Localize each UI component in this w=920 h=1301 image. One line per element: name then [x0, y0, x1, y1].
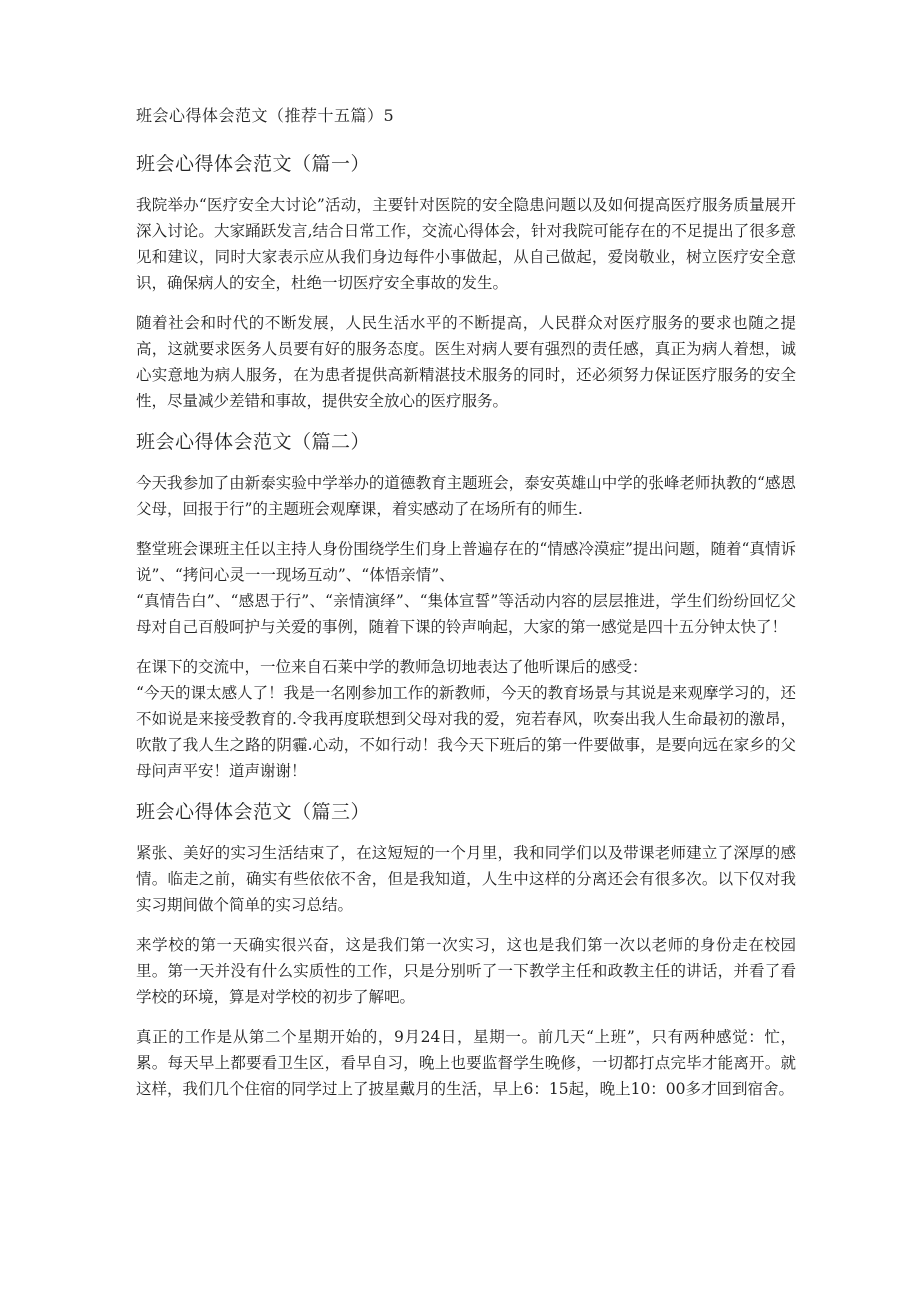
paragraph: 今天我参加了由新泰实验中学举办的道德教育主题班会，泰安英雄山中学的张峰老师执教的“感恩父母，回报于行”的主题班会观摩课，着实感动了在场所有的师生.: [136, 474, 796, 518]
document-title: 班会心得体会范文（推荐十五篇）5: [136, 106, 395, 125]
section-heading: 班会心得体会范文（篇二）: [136, 431, 371, 453]
paragraph: 来学校的第一天确实很兴奋，这是我们第一次实习，这也是我们第一次以老师的身份走在校园里。第一天并没有什么实质性的工作，只是分别听了一下教学主任和政教主任的讲话，并看了看学校的环境，算是对学校的初步了解吧。: [136, 936, 796, 1006]
paragraph: 整堂班会课班主任以主持人身份围绕学生们身上普遍存在的“情感冷漠症”提出问题，随着“真情诉说”、“拷问心灵一一现场互动”、“体悟亲情”、 “真情告白”、“感恩于行”、“亲情演绎”、“集体宣誓”等活动内容的层层推进，学生们纷纷回忆父母对自己百般呵护与关爱的事例，随着下课的铃声响起，大家的第一感觉是四十五分钟太快了！: [136, 540, 796, 636]
paragraph: 真正的工作是从第二个星期开始的，9月24日，星期一。前几天“上班”，只有两种感觉：忙，累。每天早上都要看卫生区，看早自习，晚上也要监督学生晚修，一切都打点完毕才能离开。就这样，我们几个住宿的同学过上了披星戴月的生活，早上6：15起，晚上10：00多才回到宿舍。: [136, 1028, 796, 1098]
document-page: [136, 104, 796, 1116]
section-2: [136, 428, 796, 784]
paragraph: 紧张、美好的实习生活结束了，在这短短的一个月里，我和同学们以及带课老师建立了深厚的感情。临走之前，确实有些依依不舍，但是我知道，人生中这样的分离还会有很多次。以下仅对我实习期间做个简单的实习总结。: [136, 844, 796, 914]
section-1: [136, 150, 796, 414]
paragraph: 随着社会和时代的不断发展，人民生活水平的不断提高，人民群众对医疗服务的要求也随之提高，这就要求医务人员要有好的服务态度。医生对病人要有强烈的责任感，真正为病人着想，诚心实意地为病人服务，在为患者提供高新精湛技术服务的同时，还必须努力保证医疗服务的安全性，尽量减少差错和事故，提供安全放心的医疗服务。: [136, 314, 796, 410]
section-heading: 班会心得体会范文（篇一）: [136, 153, 371, 175]
section-3: [136, 798, 796, 1102]
paragraph: 我院举办“医疗安全大讨论”活动，主要针对医院的安全隐患问题以及如何提高医疗服务质量展开深入讨论。大家踊跃发言,结合日常工作，交流心得体会，针对我院可能存在的不足提出了很多意见和建议，同时大家表示应从我们身边每件小事做起，从自己做起，爱岗敬业，树立医疗安全意识，确保病人的安全，杜绝一切医疗安全事故的发生。: [136, 196, 796, 292]
section-heading: 班会心得体会范文（篇三）: [136, 801, 371, 823]
paragraph: 在课下的交流中，一位来自石莱中学的教师急切地表达了他听课后的感受： “今天的课太感人了！我是一名刚参加工作的新教师，今天的教育场景与其说是来观摩学习的，还不如说是来接受教育的.令我再度联想到父母对我的爱，宛若春风，吹奏出我人生命最初的激昂，吹散了我人生之路的阴霾.心动，不如行动！我今天下班后的第一件要做事，是要向远在家乡的父母问声平安！道声谢谢！: [136, 658, 796, 780]
